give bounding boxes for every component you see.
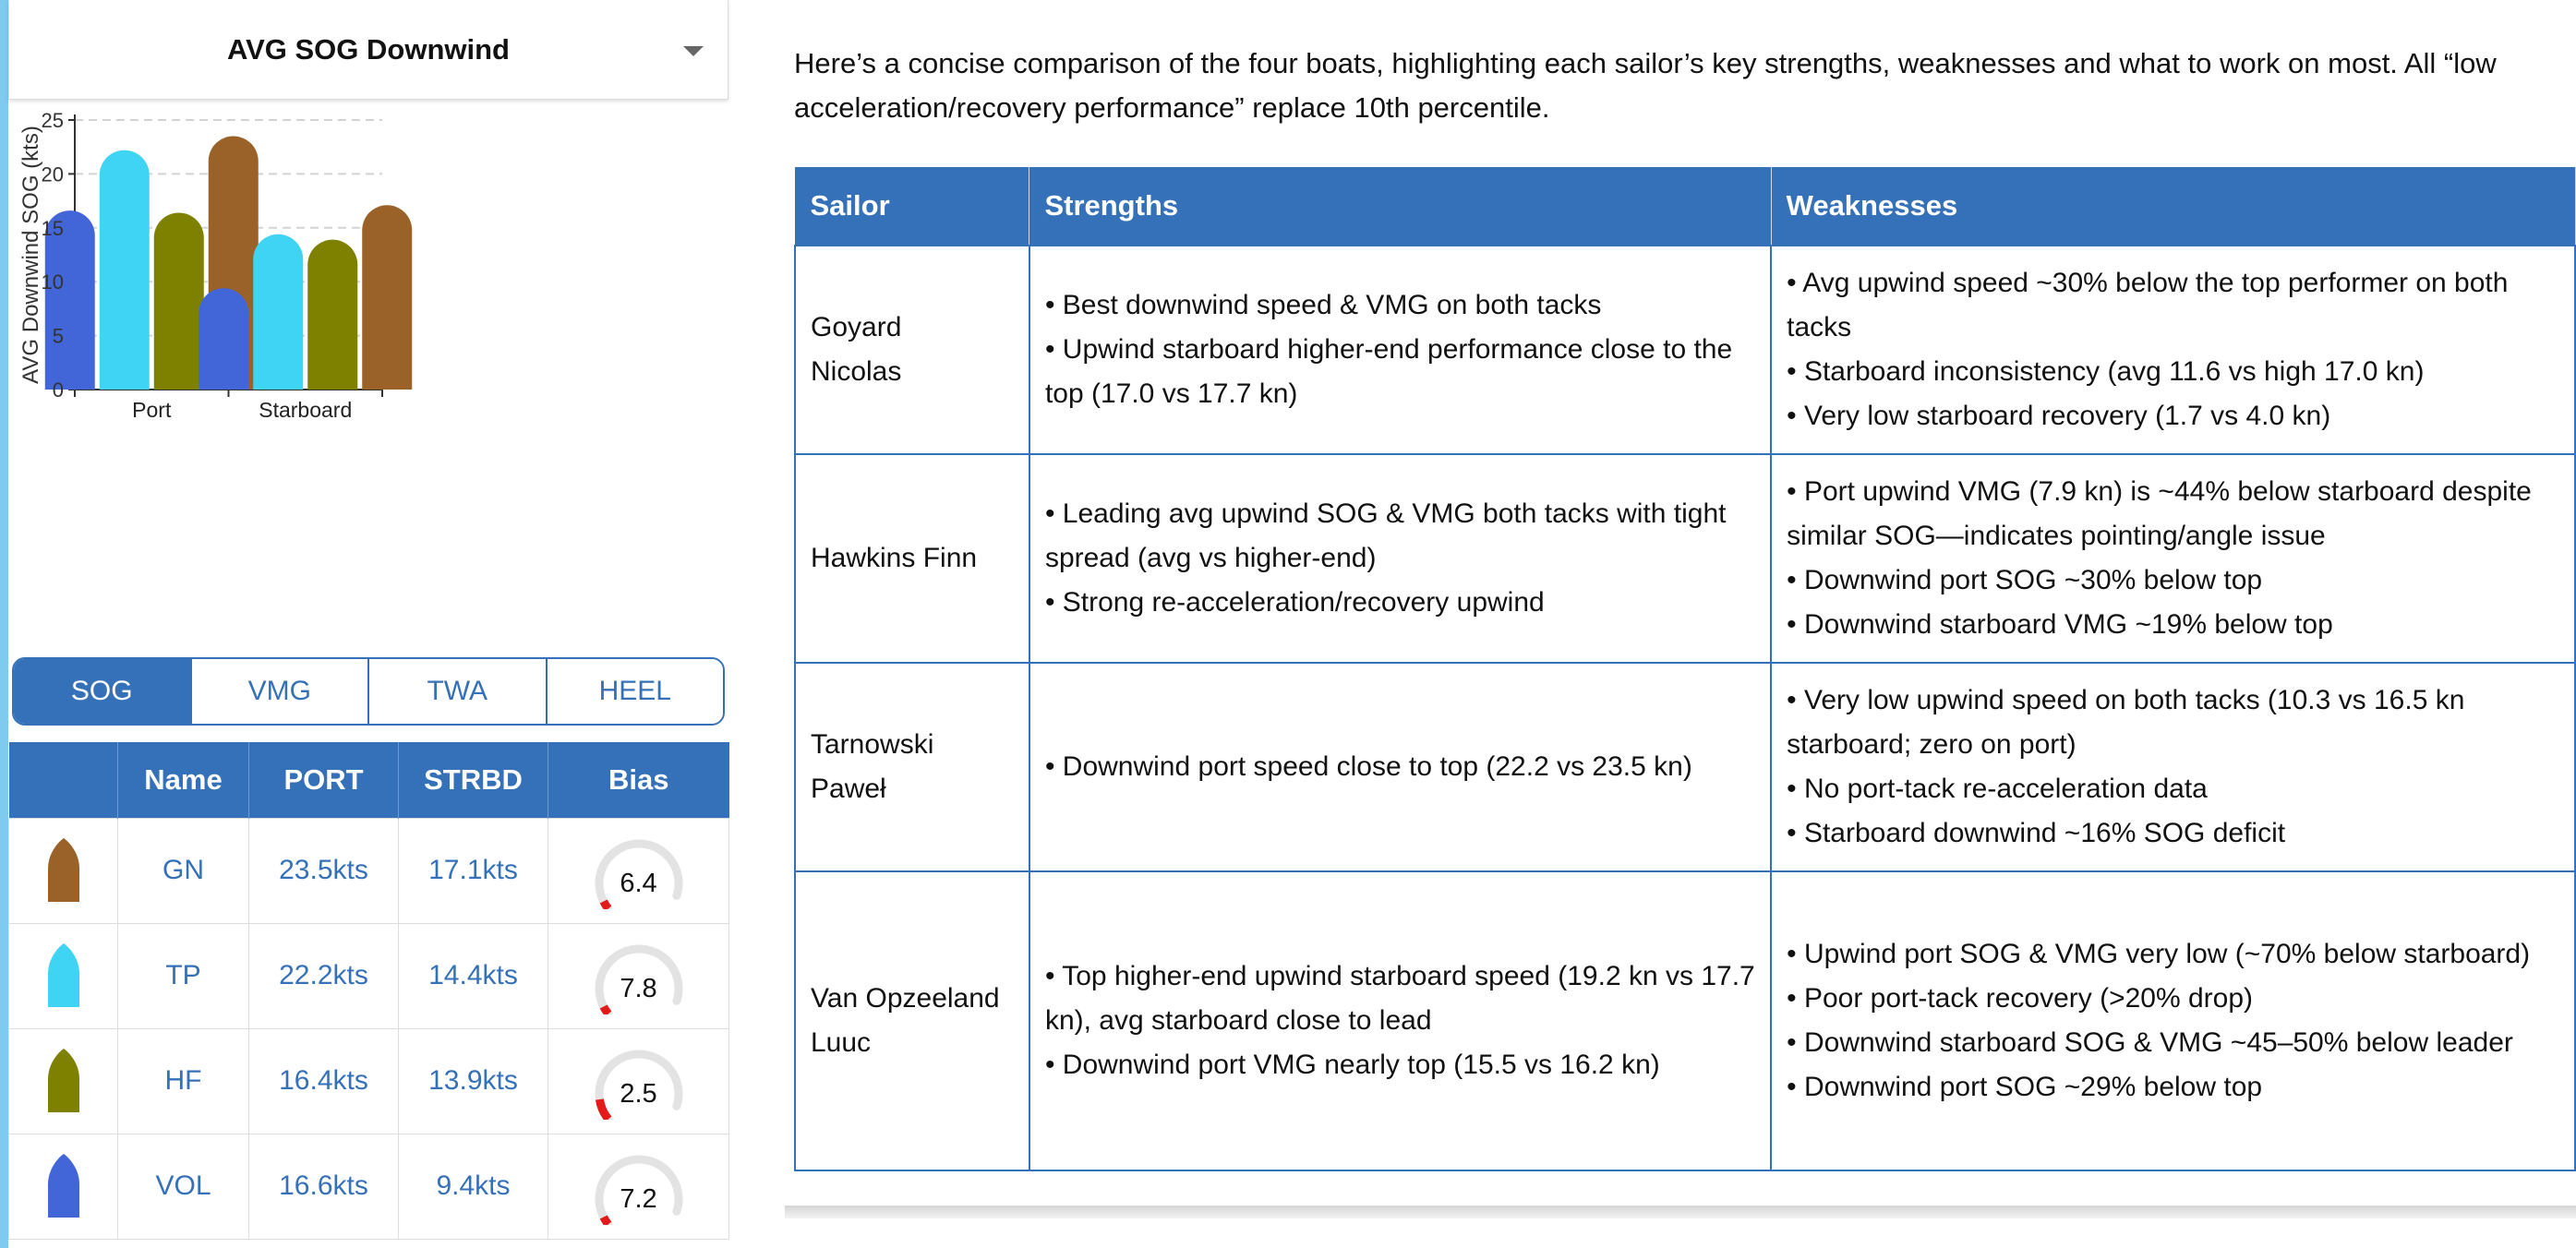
comparison-header-row [795, 168, 2575, 246]
cell-weaknesses [1771, 454, 2575, 663]
y-tick-label: 15 [41, 216, 64, 240]
window-edge-strip [0, 0, 8, 1248]
weaknesse-item: • Very low starboard recovery (1.7 vs 4.0 kn) [1787, 400, 2331, 431]
intro-paragraph [794, 42, 2576, 130]
gauge-fill [603, 1218, 608, 1225]
sailor-name-line: Paweł [811, 773, 886, 804]
gauge-value: 7.2 [620, 1184, 657, 1214]
y-tick-label: 0 [52, 378, 64, 402]
strength-item: • Strong re-acceleration/recovery upwind [1044, 586, 1545, 618]
gauge-fill [603, 902, 608, 909]
caret-down-icon[interactable] [683, 46, 704, 56]
table-row [795, 246, 2575, 454]
boat-stats-table [8, 742, 729, 1240]
cell-strengths [1029, 454, 1771, 663]
bar-starboard-3[interactable] [307, 240, 357, 390]
y-tick-label: 20 [41, 162, 64, 186]
boat-icon [46, 1153, 81, 1219]
cell-name: GN [118, 818, 249, 923]
cell-port: 16.6kts [249, 1134, 399, 1239]
sailor-name-line: Van Opzeeland [811, 982, 1000, 1014]
sailor-name-line: Tarnowski [811, 728, 934, 760]
cell-name: HF [118, 1028, 249, 1134]
bias-gauge [588, 1042, 690, 1120]
weaknesse-item: • Poor port-tack recovery (>20% drop) [1787, 982, 2253, 1014]
strength-item: • Best downwind speed & VMG on both tacks [1044, 289, 1602, 320]
strength-item: • Leading avg upwind SOG & VMG both tacks with tight spread (avg vs higher-end) [1044, 498, 1727, 573]
cell-strbd: 17.1kts [399, 818, 548, 923]
y-tick-label: 10 [41, 270, 64, 294]
table-row[interactable] [9, 818, 729, 923]
x-tick-label: Starboard [259, 398, 353, 422]
header-bias[interactable]: Bias [548, 742, 729, 818]
cell-strengths [1029, 246, 1771, 454]
strength-item: • Downwind port VMG nearly top (15.5 vs 16.2 kn) [1044, 1049, 1660, 1080]
bar-starboard-4[interactable] [362, 205, 412, 390]
weaknesse-item: • Avg upwind speed ~30% below the top performer on both tacks [1787, 267, 2509, 342]
table-row [795, 663, 2575, 871]
cell-name: VOL [118, 1134, 249, 1239]
weaknesse-item: • Starboard downwind ~16% SOG deficit [1787, 817, 2286, 848]
weaknesse-item: • Downwind starboard SOG & VMG ~45–50% below leader [1787, 1026, 2513, 1058]
table-row[interactable] [9, 1028, 729, 1134]
y-axis-label: AVG Downwind SOG (kts) [18, 126, 43, 384]
sailor-name-line: Luuc [811, 1026, 872, 1058]
cell-strengths [1029, 663, 1771, 871]
sailor-name-line: Nicolas [811, 355, 902, 387]
cell-sailor [795, 663, 1029, 871]
gauge-value: 2.5 [620, 1079, 657, 1109]
header-port[interactable]: PORT [249, 742, 399, 818]
sailor-name-line: Hawkins Finn [811, 542, 978, 573]
table-row[interactable] [9, 1134, 729, 1239]
main-content [739, 0, 2576, 1248]
table-row [795, 454, 2575, 663]
tab-vmg[interactable]: VMG [190, 659, 368, 724]
weaknesse-item: • Port upwind VMG (7.9 kn) is ~44% below starboard despite similar SOG—indicates pointing/angle issue [1787, 475, 2532, 551]
y-tick-label: 5 [52, 324, 64, 348]
cell-name: TP [118, 923, 249, 1028]
weaknesse-item: • Downwind port SOG ~29% below top [1787, 1071, 2263, 1102]
cell-strengths [1029, 871, 1771, 1170]
cell-bias [548, 818, 729, 923]
boat-icon [46, 942, 81, 1009]
table-row [795, 871, 2575, 1170]
header-sailor: Sailor [795, 168, 1029, 246]
bar-starboard-2[interactable] [253, 234, 303, 390]
sailor-comparison-table [794, 167, 2576, 1171]
cell-sailor [795, 454, 1029, 663]
cell-weaknesses [1771, 663, 2575, 871]
boat-cell [9, 818, 118, 923]
bias-gauge [588, 832, 690, 909]
sailor-name-line: Goyard [811, 311, 902, 342]
left-panel [8, 0, 730, 1248]
tab-twa[interactable]: TWA [367, 659, 546, 724]
cell-bias [548, 1028, 729, 1134]
downwind-sog-bar-chart [8, 102, 728, 646]
gauge-fill [603, 1007, 608, 1014]
bar-port-2[interactable] [100, 150, 150, 390]
metric-dropdown[interactable] [8, 0, 728, 100]
weaknesse-item: • Downwind starboard VMG ~19% below top [1787, 608, 2333, 640]
header-weaknesses: Weaknesses [1771, 168, 2575, 246]
boat-hull-shape [48, 838, 79, 902]
intro-line-2: acceleration/recovery performance” replace 10th percentile. [794, 91, 1550, 124]
content-divider [785, 1206, 2576, 1218]
tab-heel[interactable]: HEEL [546, 659, 724, 724]
weaknesse-item: • Very low upwind speed on both tacks (10.3 vs 16.5 kn starboard; zero on port) [1787, 684, 2465, 760]
cell-strbd: 9.4kts [399, 1134, 548, 1239]
weaknesse-item: • Downwind port SOG ~30% below top [1787, 564, 2263, 595]
boat-hull-shape [48, 1154, 79, 1218]
cell-weaknesses [1771, 871, 2575, 1170]
boat-icon [46, 837, 81, 904]
bar-starboard-1[interactable] [199, 288, 248, 390]
y-tick-label: 25 [41, 109, 64, 132]
cell-bias [548, 923, 729, 1028]
cell-sailor [795, 871, 1029, 1170]
weaknesse-item: • No port-tack re-acceleration data [1787, 773, 2208, 804]
gauge-value: 6.4 [620, 869, 657, 898]
stats-header-row [9, 742, 729, 818]
cell-strbd: 14.4kts [399, 923, 548, 1028]
weaknesse-item: • Upwind port SOG & VMG very low (~70% below starboard) [1787, 938, 2531, 969]
cell-sailor [795, 246, 1029, 454]
cell-port: 16.4kts [249, 1028, 399, 1134]
gauge-value: 7.8 [620, 974, 657, 1003]
cell-bias [548, 1134, 729, 1239]
metric-tabs [12, 657, 725, 726]
bar-port-3[interactable] [154, 212, 204, 390]
boat-hull-shape [48, 1049, 79, 1112]
cell-port: 23.5kts [249, 818, 399, 923]
strength-item: • Top higher-end upwind starboard speed (19.2 kn vs 17.7 kn), avg starboard close to lead [1044, 960, 1755, 1036]
table-row[interactable] [9, 923, 729, 1028]
header-strengths: Strengths [1029, 168, 1771, 246]
cell-strbd: 13.9kts [399, 1028, 548, 1134]
boat-cell [9, 1028, 118, 1134]
bias-gauge [588, 1147, 690, 1225]
header-boat [9, 742, 118, 818]
tab-sog[interactable]: SOG [14, 659, 190, 724]
cell-port: 22.2kts [249, 923, 399, 1028]
strength-item: • Upwind starboard higher-end performance close to the top (17.0 vs 17.7 kn) [1044, 333, 1733, 409]
boat-cell [9, 923, 118, 1028]
weaknesse-item: • Starboard inconsistency (avg 11.6 vs high 17.0 kn) [1787, 355, 2425, 387]
header-name[interactable]: Name [118, 742, 249, 818]
boat-cell [9, 1134, 118, 1239]
dropdown-title: AVG SOG Downwind [227, 32, 510, 66]
boat-hull-shape [48, 943, 79, 1007]
cell-weaknesses [1771, 246, 2575, 454]
bias-gauge [588, 937, 690, 1014]
intro-line-1: Here’s a concise comparison of the four boats, highlighting each sailor’s key strengths, weaknesses and what to work on most. All “low [794, 47, 2497, 79]
boat-icon [46, 1048, 81, 1114]
x-tick-label: Port [132, 398, 172, 422]
strength-item: • Downwind port speed close to top (22.2 vs 23.5 kn) [1044, 750, 1692, 782]
header-strbd[interactable]: STRBD [399, 742, 548, 818]
